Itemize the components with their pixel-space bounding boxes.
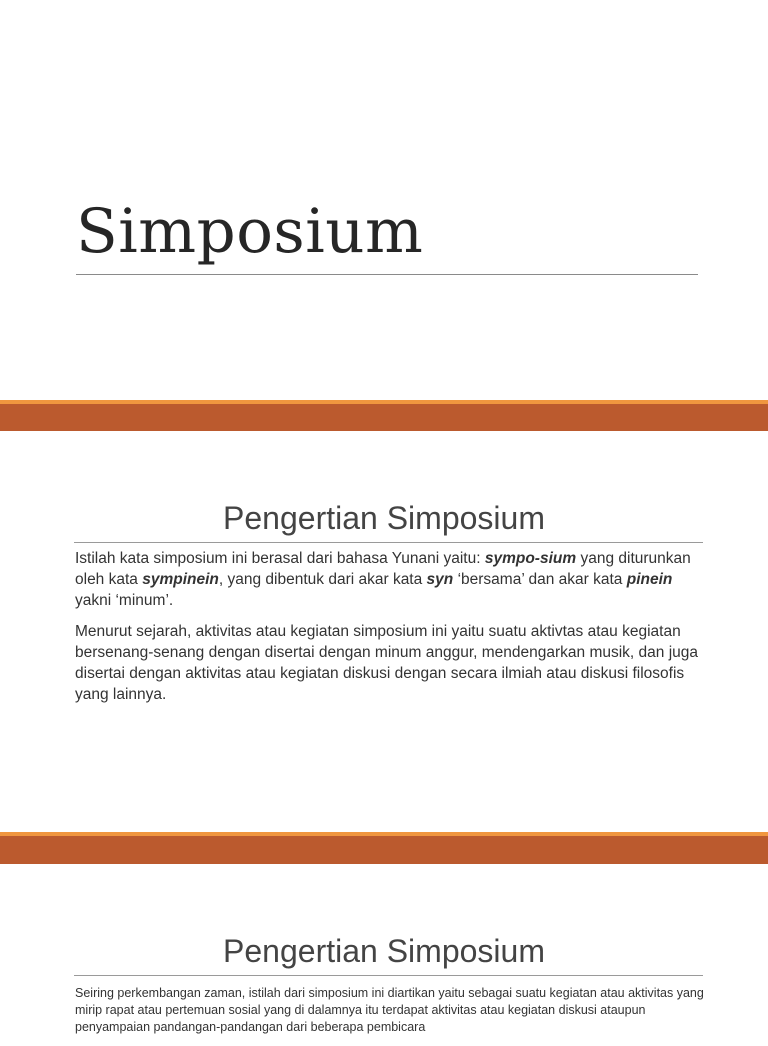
paragraph: Seiring perkembangan zaman, istilah dari simposium ini diartikan yaitu sebagai suatu kegiatan atau aktivitas yang mirip rapat atau pertemuan sosial yang di dalamnya itu terdapat aktivitas atau kegiatan diskusi ataupun penyampaian pandangan-pandangan dari beberapa pembicara (75, 986, 704, 1034)
emphasis-term: syn (426, 571, 454, 588)
section-heading: Pengertian Simposium (223, 500, 545, 536)
slide-separator-band (0, 832, 768, 864)
content-slide-2 (0, 864, 768, 1034)
text-run: yang diturunkan oleh kata (75, 550, 691, 588)
heading-divider (74, 975, 703, 976)
emphasis-term: sympo-sium (484, 550, 577, 567)
title-slide (0, 0, 768, 400)
text-run: yakni ‘minum’. (75, 592, 174, 609)
heading-divider (74, 542, 703, 543)
emphasis-term: sympinein (142, 571, 219, 588)
section-heading: Pengertian Simposium (223, 933, 545, 969)
slide-separator-band (0, 400, 768, 431)
separator-stripe (0, 832, 768, 836)
content-slide-1 (0, 431, 768, 832)
title-divider (76, 274, 698, 275)
text-run: , yang dibentuk dari akar kata (218, 571, 427, 588)
separator-stripe (0, 400, 768, 404)
paragraph: Menurut sejarah, aktivitas atau kegiatan simposium ini yaitu suatu aktivtas atau kegiatan bersenang-senang dengan disertai dengan minum anggur, mendengarkan musik, dan juga disertai dengan aktivitas atau kegiatan diskusi dengan secara ilmiah atau diskusi filosofis yang lainnya. (75, 623, 699, 703)
text-run: Istilah kata simposium ini berasal dari bahasa Yunani yaitu: (75, 550, 485, 567)
slide-body (75, 985, 705, 1046)
slide-body (75, 548, 705, 715)
paragraph (75, 548, 705, 611)
text-run: ‘bersama’ dan akar kata (453, 571, 627, 588)
emphasis-term: pinein (626, 571, 673, 588)
slide-title: Simposium (76, 196, 424, 267)
